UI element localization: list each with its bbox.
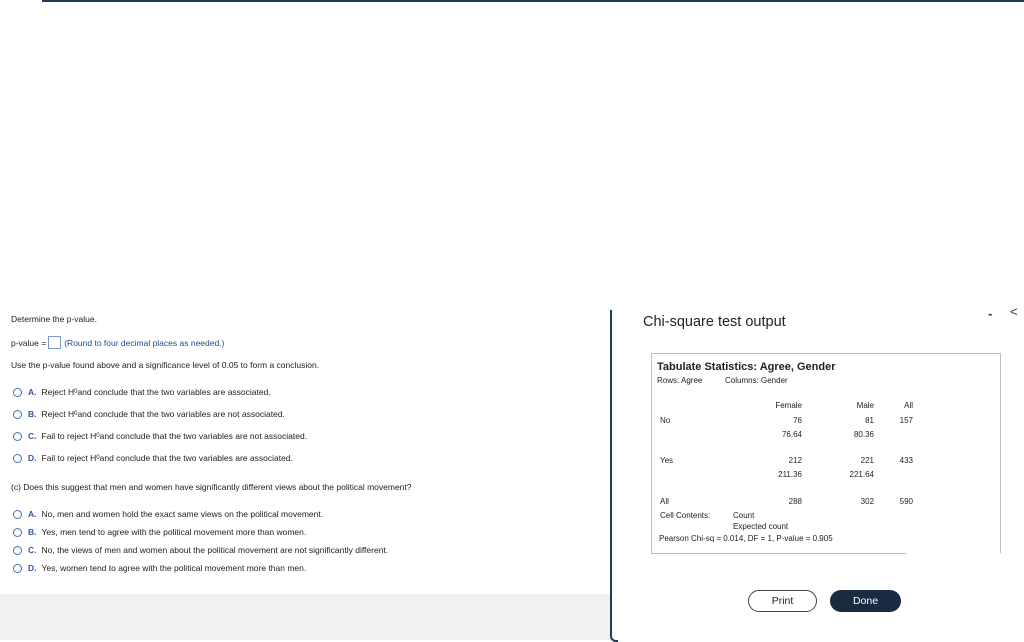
row-label-no: No	[660, 416, 671, 425]
radio-button[interactable]	[13, 454, 22, 463]
minimize-icon[interactable]: -	[988, 306, 993, 321]
collapse-icon[interactable]: <	[1010, 304, 1018, 319]
cell-all-male: 302	[860, 497, 874, 506]
corner-panel	[906, 553, 1024, 640]
done-button[interactable]: Done	[830, 590, 901, 612]
radio-button[interactable]	[13, 528, 22, 537]
cell-contents-count: Count	[733, 511, 755, 520]
determine-pvalue-text: Determine the p-value.	[11, 314, 97, 324]
pvalue-row	[11, 336, 224, 349]
top-border	[42, 0, 1024, 2]
cell-yes-male-expected: 221.64	[849, 470, 874, 479]
radio-button[interactable]	[13, 546, 22, 555]
cell-yes-all: 433	[899, 456, 913, 465]
radio-button[interactable]	[13, 410, 22, 419]
rows-label: Rows: Agree	[657, 376, 703, 385]
conclusion-instruction: Use the p-value found above and a significance level of 0.05 to form a conclusion.	[11, 360, 320, 370]
col-header-all: All	[904, 401, 913, 410]
cell-contents-label: Cell Contents:	[660, 511, 711, 520]
cell-no-female: 76	[793, 416, 802, 425]
cell-no-female-expected: 76.64	[781, 430, 802, 439]
row-label-yes: Yes	[660, 456, 674, 465]
panel-title: Chi-square test output	[643, 314, 786, 330]
print-button[interactable]: Print	[748, 590, 817, 612]
option-c-c[interactable]: C. No, the views of men and women about the political movement are not significantly different.	[13, 545, 388, 555]
tabulate-statistics-box	[651, 353, 1001, 554]
pvalue-input[interactable]	[48, 336, 61, 349]
option-c-b[interactable]: B. Yes, men tend to agree with the political movement more than women.	[13, 527, 306, 537]
radio-button[interactable]	[13, 564, 22, 573]
option-b-c[interactable]: C. Fail to reject H 0 and conclude that the two variables are not associated.	[13, 431, 307, 441]
part-c-question: (c) Does this suggest that men and women have significantly different views about the political movement?	[11, 482, 412, 492]
cell-yes-male: 221	[860, 456, 874, 465]
option-b-a[interactable]: A. Reject H 0 and conclude that the two variables are associated.	[13, 387, 271, 397]
pvalue-hint: (Round to four decimal places as needed.)	[64, 337, 225, 348]
cell-no-male: 81	[865, 416, 874, 425]
option-b-d[interactable]: D. Fail to reject H 0 and conclude that the two variables are associated.	[13, 453, 293, 463]
option-c-d[interactable]: D. Yes, women tend to agree with the political movement more than men.	[13, 563, 306, 573]
table-title: Tabulate Statistics: Agree, Gender	[657, 361, 836, 373]
col-header-female: Female	[775, 401, 802, 410]
cell-no-all: 157	[899, 416, 913, 425]
panel-left-edge	[610, 310, 618, 642]
radio-button[interactable]	[13, 432, 22, 441]
pvalue-label: p-value =	[11, 337, 47, 348]
cell-yes-female-expected: 211.36	[778, 470, 802, 479]
row-label-all: All	[660, 497, 669, 506]
col-header-male: Male	[856, 401, 874, 410]
cell-yes-female: 212	[788, 456, 802, 465]
radio-button[interactable]	[13, 388, 22, 397]
option-c-a[interactable]: A. No, men and women hold the exact same views on the political movement.	[13, 509, 323, 519]
option-b-b[interactable]: B. Reject H 0 and conclude that the two variables are not associated.	[13, 409, 285, 419]
columns-label: Columns: Gender	[725, 376, 788, 385]
cell-no-male-expected: 80.36	[853, 430, 874, 439]
bottom-band	[0, 594, 612, 640]
radio-button[interactable]	[13, 510, 22, 519]
pearson-result: Pearson Chi-sq = 0.014, DF = 1, P-value = 0.905	[659, 534, 833, 543]
cell-contents-expected: Expected count	[733, 522, 789, 531]
cell-all-all: 590	[899, 497, 913, 506]
cell-all-female: 288	[788, 497, 802, 506]
